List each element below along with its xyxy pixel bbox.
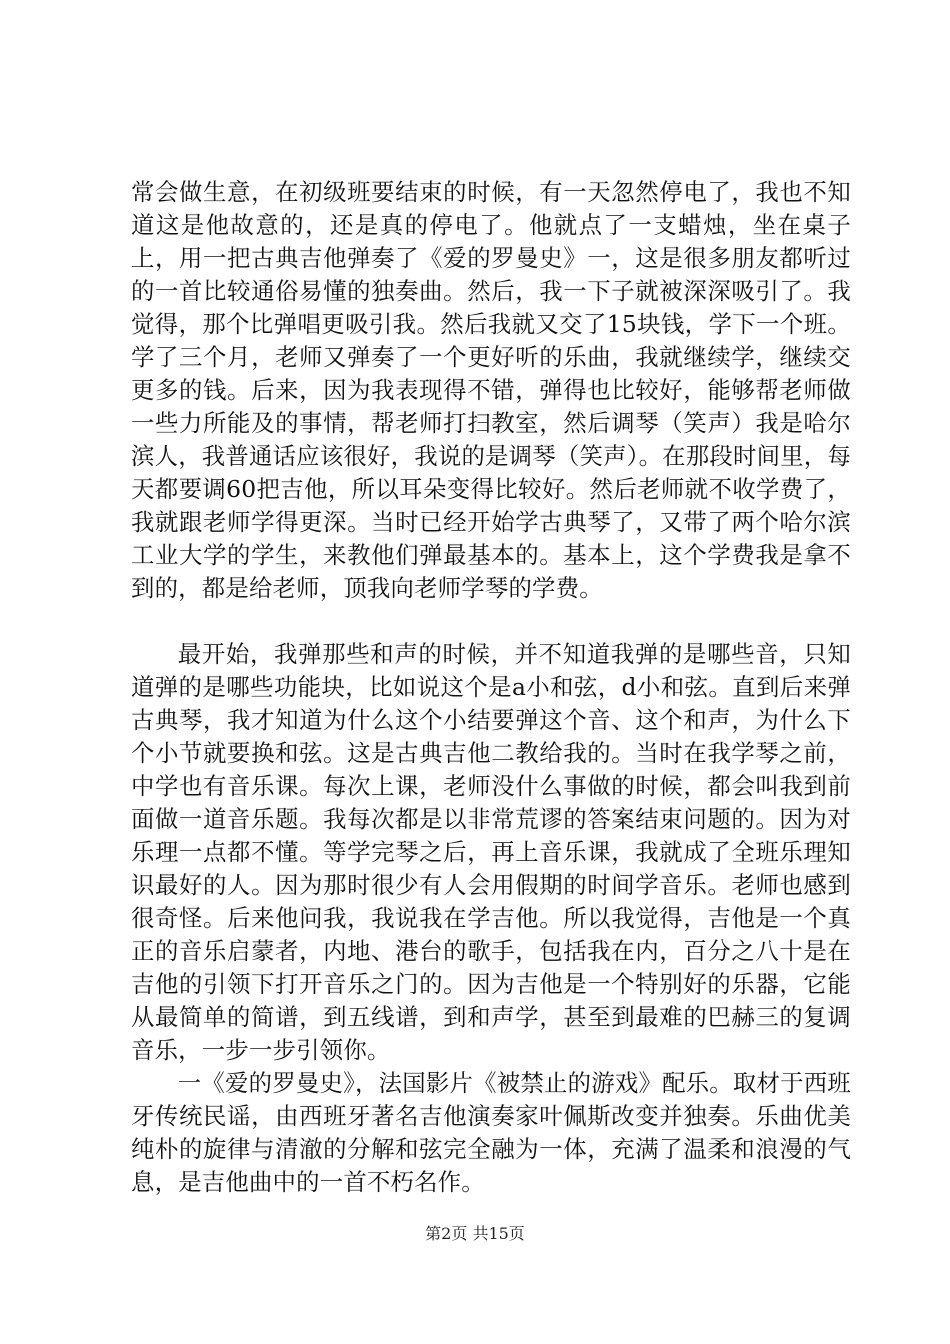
paragraph-3: 一《爱的罗曼史》，法国影片《被禁止的游戏》配乐。取材于西班牙传统民谣，由西班牙著名吉他演奏家叶佩斯改变并独奏。乐曲优美纯朴的旋律与清澈的分解和弦完全融为一体，充满了温柔和浪漫的气息，是吉他曲中的一首不朽名作。	[131, 1069, 851, 1196]
document-body	[131, 176, 851, 1199]
paragraph-1: 常会做生意，在初级班要结束的时候，有一天忽然停电了，我也不知道这是他故意的，还是真的停电了。他就点了一支蜡烛，坐在桌子上，用一把古典吉他弹奏了《爱的罗曼史》一，这是很多朋友都听过的一首比较通俗易懂的独奏曲。然后，我一下子就被深深吸引了。我觉得，那个比弹唱更吸引我。然后我就又交了15块钱，学下一个班。学了三个月，老师又弹奏了一个更好听的乐曲，我就继续学，继续交更多的钱。后来，因为我表现得不错，弹得也比较好，能够帮老师做一些力所能及的事情，帮老师打扫教室，然后调琴（笑声）我是哈尔滨人，我普通话应该很好，我说的是调琴（笑声）。在那段时间里，每天都要调60把吉他，所以耳朵变得比较好。然后老师就不收学费了，我就跟老师学得更深。当时已经开始学古典琴了，又带了两个哈尔滨工业大学的学生，来教他们弹最基本的。基本上，这个学费我是拿不到的，都是给老师，顶我向老师学琴的学费。	[131, 178, 851, 602]
paragraph-2: 最开始，我弹那些和声的时候，并不知道我弹的是哪些音，只知道弹的是哪些功能块，比如说这个是a小和弦，d小和弦。直到后来弹古典琴，我才知道为什么这个小结要弹这个音、这个和声，为什么下个小节就要换和弦。这是古典吉他二教给我的。当时在我学琴之前，中学也有音乐课。每次上课，老师没什么事做的时候，都会叫我到前面做一道音乐题。我每次都是以非常荒谬的答案结束问题的。因为对乐理一点都不懂。等学完琴之后，再上音乐课，我就成了全班乐理知识最好的人。因为那时很少有人会用假期的时间学音乐。老师也感到很奇怪。后来他问我，我说我在学吉他。所以我觉得，吉他是一个真正的音乐启蒙者，内地、港台的歌手，包括我在内，百分之八十是在吉他的引领下打开音乐之门的。因为吉他是一个特别好的乐器，它能从最简单的简谱，到五线谱，到和声学，甚至到最难的巴赫三的复调音乐，一步一步引领你。	[131, 640, 851, 1064]
page-number-footer: 第2页 共15页	[425, 1224, 525, 1243]
